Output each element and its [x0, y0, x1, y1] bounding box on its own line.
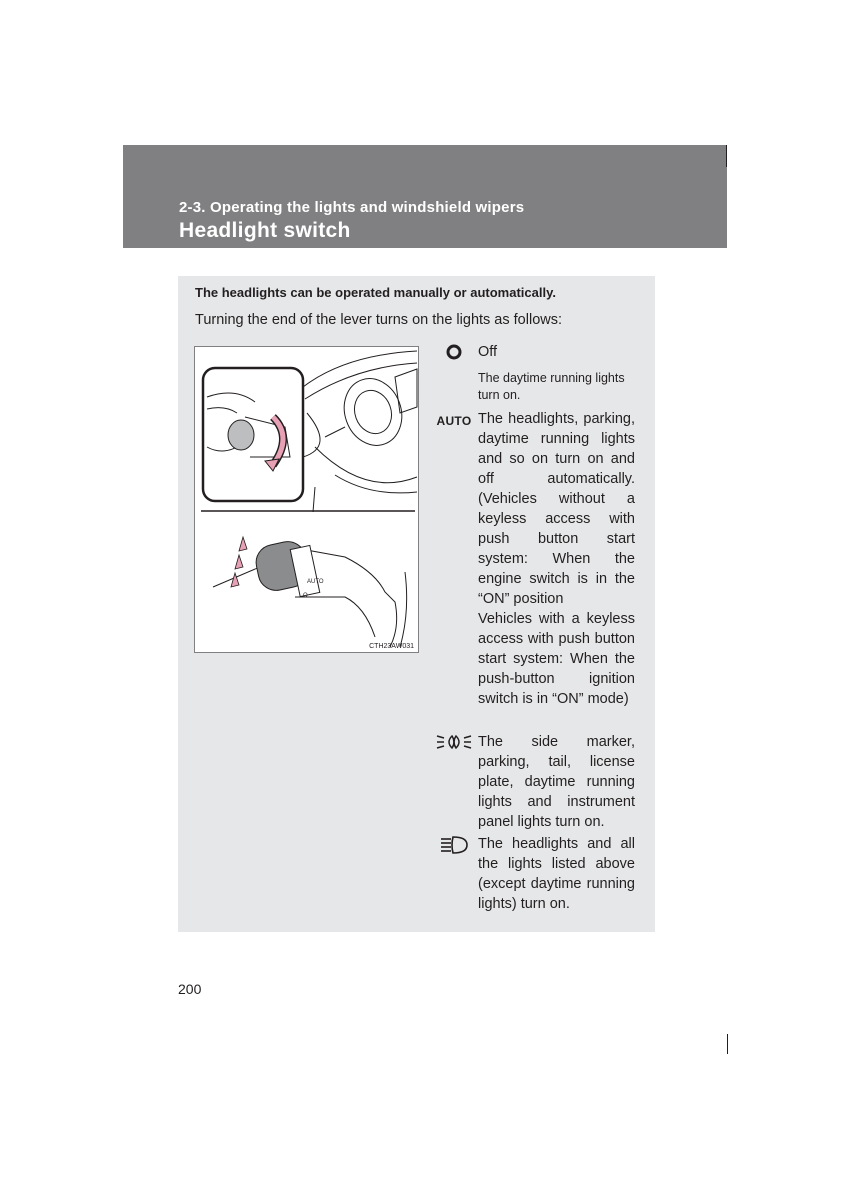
entry-off-label: Off [478, 344, 498, 360]
intro-bold-text: The headlights can be operated manually or automatically. [195, 285, 556, 300]
content-panel [178, 276, 655, 932]
side-marker-lamp-icon [434, 732, 474, 752]
page-number: 200 [178, 981, 202, 997]
auto-icon [434, 411, 474, 431]
auto-badge: AUTO [436, 414, 472, 428]
lever-label-off: O [303, 593, 308, 599]
entry-off-note: The daytime running lights turn on. [478, 371, 625, 402]
lever-label-auto: AUTO [307, 579, 324, 585]
crop-mark [726, 145, 727, 167]
page-title: Headlight switch [179, 219, 351, 242]
headlight-icon [434, 834, 474, 854]
entry-auto-text: The headlights, parking, daytime running lights and so on turn on and off automatically. (Vehicles without a keyless access with push button start system: When the engine switch is in the “ON” position [478, 411, 635, 607]
entry-auto [478, 409, 635, 709]
lever-illustration-drawing [195, 347, 420, 654]
entry-auto-text-2: Vehicles with a keyless access with push button start system: When the push-button ignition switch is in “ON” mode) [478, 611, 635, 707]
entry-off [478, 342, 635, 404]
lever-illustration [194, 346, 419, 653]
intro-text: Turning the end of the lever turns on the lights as follows: [195, 312, 563, 328]
chapter-header [123, 145, 727, 248]
crop-mark-side [727, 1034, 728, 1054]
entry-headlights: The headlights and all the lights listed above (except daytime running lights) turn on. [478, 836, 635, 912]
entry-side-marker: The side marker, parking, tail, license plate, daytime running lights and instrument panel lights turn on. [478, 734, 635, 830]
section-title: 2-3. Operating the lights and windshield wipers [179, 199, 525, 216]
off-circle-icon [434, 342, 474, 362]
figure-code: CTH23AW031 [369, 643, 414, 650]
